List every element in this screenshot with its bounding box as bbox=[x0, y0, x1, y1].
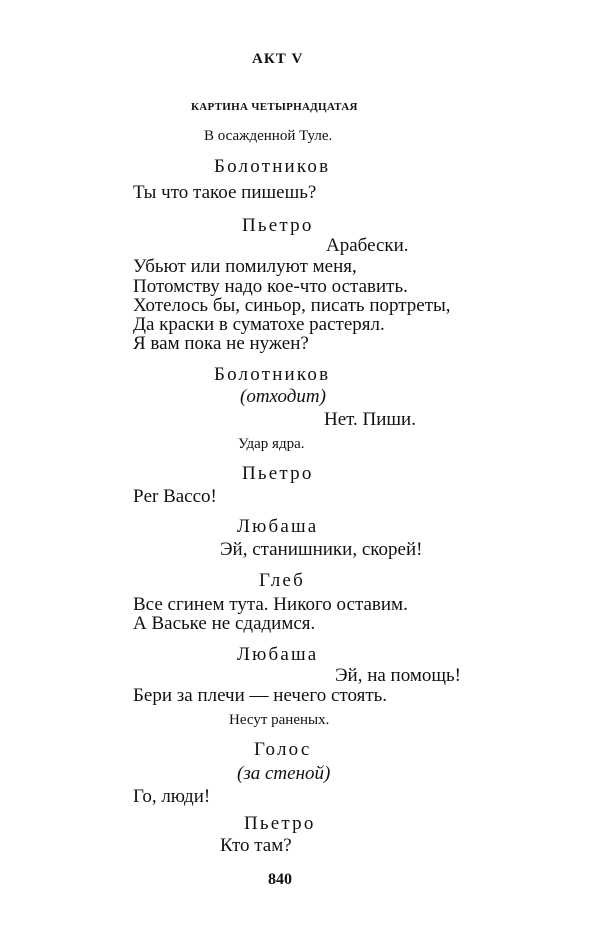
stage-note: Удар ядра. bbox=[238, 436, 305, 452]
verse-line: Арабески. bbox=[326, 235, 409, 256]
speaker-name: Любаша bbox=[237, 644, 319, 665]
speaker-name: Глеб bbox=[259, 570, 305, 591]
speaker-name: Пьетро bbox=[242, 463, 314, 484]
speaker-name: Голос bbox=[254, 739, 312, 760]
verse-line: Ты что такое пишешь? bbox=[133, 182, 317, 203]
act-title: АКТ V bbox=[252, 51, 304, 67]
page-number: 840 bbox=[268, 871, 292, 888]
speaker-name: Пьетро bbox=[242, 215, 314, 236]
stage-note: Несут раненых. bbox=[229, 712, 330, 728]
verse-line: Нет. Пиши. bbox=[324, 409, 416, 430]
stage-direction: (отходит) bbox=[240, 386, 326, 407]
verse-line: Эй, на помощь! bbox=[335, 665, 462, 686]
verse-line: Го, люди! bbox=[133, 786, 211, 807]
verse-line: Бери за плечи — нечего стоять. bbox=[133, 685, 388, 706]
scene-setting: В осажденной Туле. bbox=[204, 128, 333, 144]
verse-line: Да краски в суматохе растерял. bbox=[133, 314, 385, 335]
speaker-name: Болотников bbox=[214, 364, 331, 385]
verse-line: А Ваське не сдадимся. bbox=[133, 613, 316, 634]
verse-line: Я вам пока не нужен? bbox=[133, 333, 309, 354]
speaker-name: Любаша bbox=[237, 516, 319, 537]
verse-line: Кто там? bbox=[220, 835, 292, 856]
speaker-name: Болотников bbox=[214, 156, 331, 177]
speaker-name: Пьетро bbox=[244, 813, 316, 834]
verse-line: Все сгинем тута. Никого оставим. bbox=[133, 594, 408, 615]
stage-direction: (за стеной) bbox=[237, 763, 331, 784]
verse-line: Потомству надо кое-что оставить. bbox=[133, 276, 408, 297]
verse-line: Хотелось бы, синьор, писать портреты, bbox=[133, 295, 451, 316]
verse-line: Per Bacco! bbox=[133, 486, 217, 507]
verse-line: Убьют или помилуют меня, bbox=[133, 256, 357, 277]
scene-title: КАРТИНА ЧЕТЫРНАДЦАТАЯ bbox=[191, 101, 358, 113]
verse-line: Эй, станишники, скорей! bbox=[220, 539, 423, 560]
